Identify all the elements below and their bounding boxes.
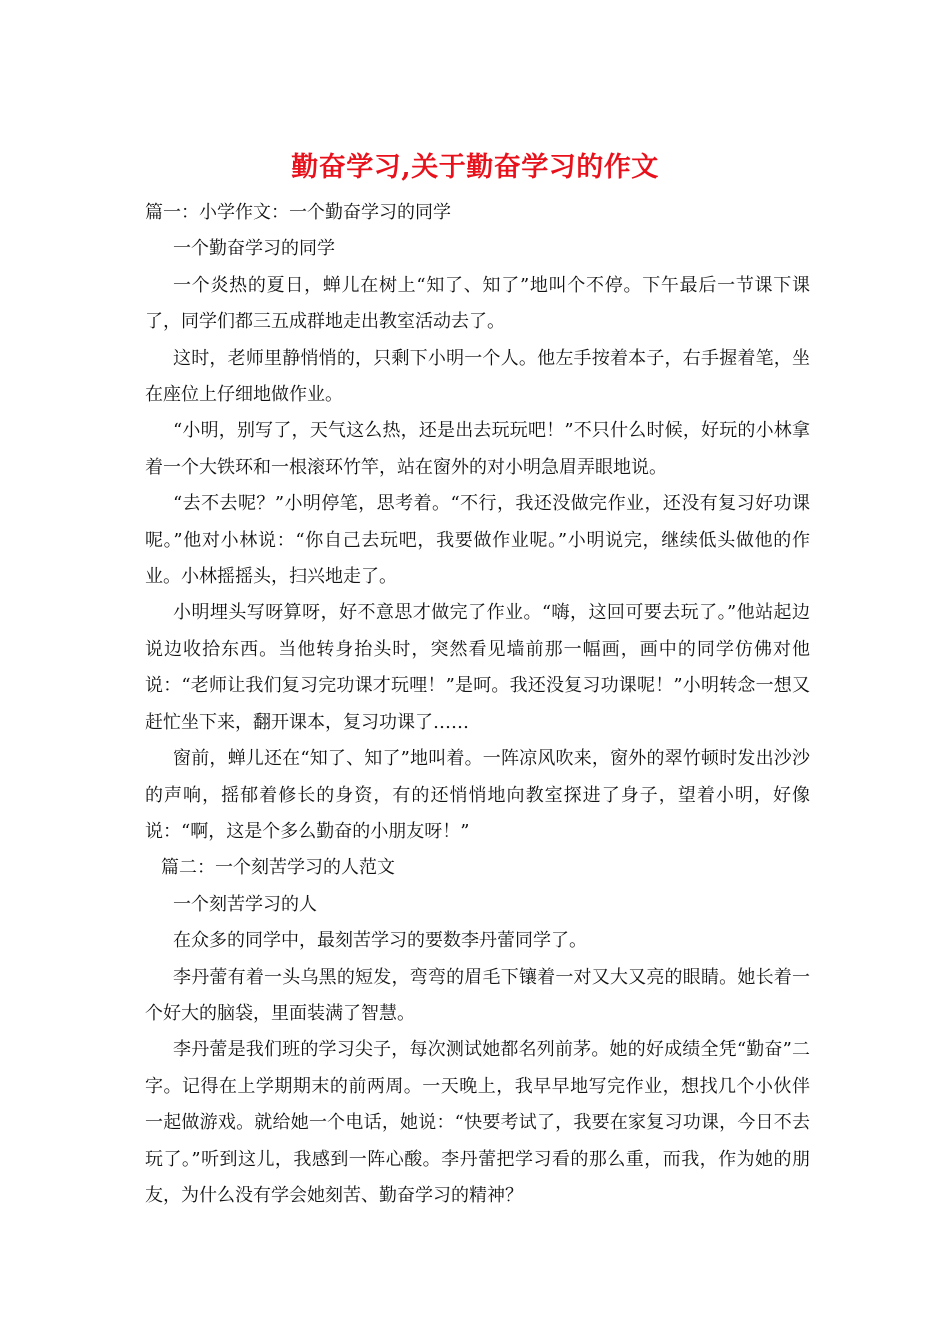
paragraph: 在众多的同学中，最刻苦学习的要数李丹蕾同学了。 <box>173 930 587 952</box>
paragraph: 窗前，蝉儿还在“知了、知了”地叫着。一阵凉风吹来，窗外的翠竹顿时发出沙沙的声响，摇郁着修长的身资，有的还悄悄地向教室探进了身子，望着小明，好像说：“啊，这是个多么勤奋的小朋友呀！” <box>145 748 810 842</box>
paragraph: “小明，别写了，天气这么热，还是出去玩玩吧！”不只什么时候，好玩的小林拿着一个大铁环和一根滚环竹竿，站在窗外的对小明急眉弄眼地说。 <box>145 420 810 478</box>
paragraph: 一个炎热的夏日，蝉儿在树上“知了、知了”地叫个不停。下午最后一节课下课了，同学们都三五成群地走出教室活动去了。 <box>145 274 810 333</box>
section-heading-2: 篇二：一个刻苦学习的人范文 <box>161 857 395 879</box>
paragraph: 李丹蕾有着一头乌黑的短发，弯弯的眉毛下镶着一对又大又亮的眼睛。她长着一个好大的脑袋，里面装满了智慧。 <box>145 966 810 1024</box>
paragraph: 这时，老师里静悄悄的，只剩下小明一个人。他左手按着本子，右手握着笔，坐在座位上仔细地做作业。 <box>145 347 810 406</box>
document-body <box>145 195 810 1214</box>
paragraph: 小明埋头写呀算呀，好不意思才做完了作业。“嗨，这回可要去玩了。”他站起边说边收拾东西。当他转身抬头时，突然看见墙前那一幅画，画中的同学仿佛对他说：“老师让我们复习完功课才玩哩！”是呵。我还没复习功课呢！”小明转念一想又赶忙坐下来，翻开课本，复习功课了…… <box>145 602 810 733</box>
essay-title-1: 一个勤奋学习的同学 <box>173 238 335 260</box>
essay-title-2: 一个刻苦学习的人 <box>173 893 317 915</box>
paragraph: “去不去呢？”小明停笔，思考着。“不行，我还没做完作业，还没有复习好功课呢。”他对小林说：“你自己去玩吧，我要做作业呢。”小明说完，继续低头做他的作业。小林摇摇头，扫兴地走了。 <box>145 493 810 588</box>
document-title: 勤奋学习,关于勤奋学习的作文 <box>291 152 659 183</box>
section-heading-1: 篇一：小学作文：一个勤奋学习的同学 <box>145 202 451 223</box>
paragraph: 李丹蕾是我们班的学习尖子，每次测试她都名列前茅。她的好成绩全凭“勤奋”二字。记得在上学期期末的前两周。一天晚上，我早早地写完作业，想找几个小伙伴一起做游戏。就给她一个电话，她说：“快要考试了，我要在家复习功课，今日不去玩了。”听到这儿，我感到一阵心酸。李丹蕾把学习看的那么重，而我，作为她的朋友，为什么没有学会她刻苦、勤奋学习的精神？ <box>145 1039 810 1206</box>
